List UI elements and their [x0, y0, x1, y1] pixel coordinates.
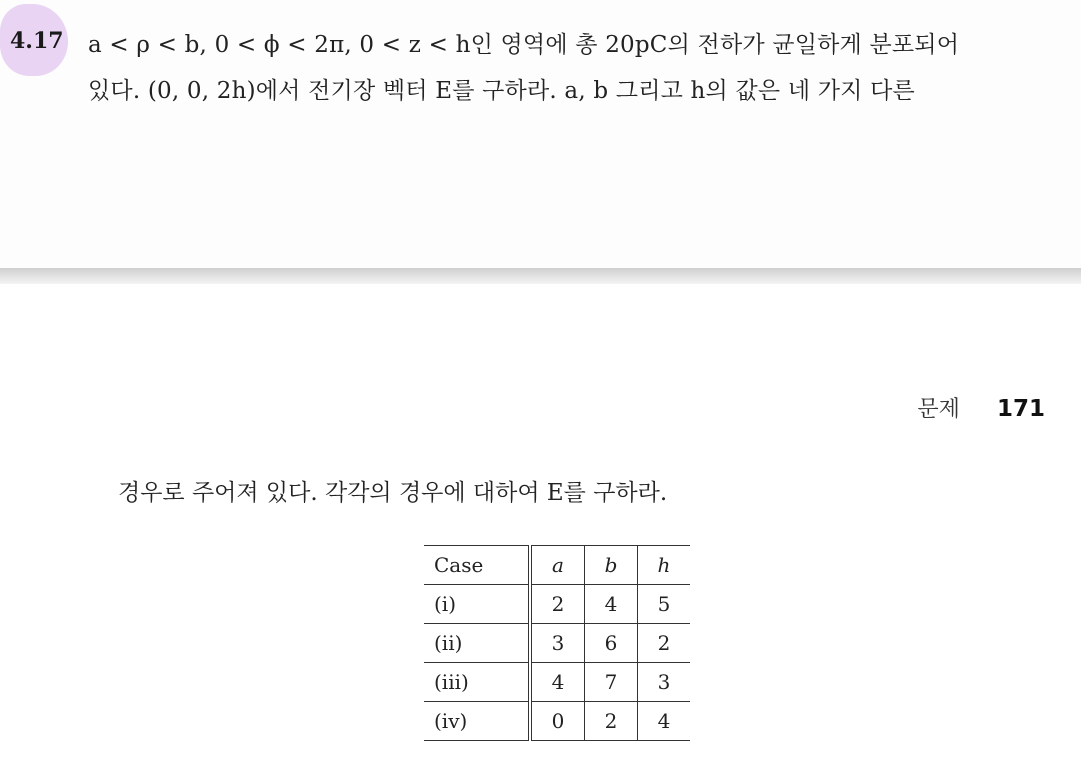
cell-b: 6 — [585, 624, 638, 663]
page-divider — [0, 268, 1081, 284]
page-header — [917, 392, 1045, 423]
cell-case: (i) — [424, 585, 530, 624]
problem-number: 4.17 — [10, 28, 64, 54]
cell-a: 4 — [530, 663, 585, 702]
cell-a: 0 — [530, 702, 585, 741]
problem-continuation-text: 경우로 주어져 있다. 각각의 경우에 대하여 E를 구하라. — [118, 480, 668, 506]
header-a: a — [530, 546, 585, 585]
header-case: Case — [424, 546, 530, 585]
cell-case: (iii) — [424, 663, 530, 702]
problem-text-line-2: 있다. (0, 0, 2h)에서 전기장 벡터 E를 구하라. a, b 그리고 h의 값은 네 가지 다른 — [88, 78, 915, 104]
cell-b: 4 — [585, 585, 638, 624]
previous-page — [0, 0, 1081, 268]
cell-a: 2 — [530, 585, 585, 624]
cell-case: (iv) — [424, 702, 530, 741]
next-page — [0, 284, 1081, 784]
header-h: h — [638, 546, 691, 585]
cell-b: 7 — [585, 663, 638, 702]
table-header-row — [424, 546, 690, 585]
table-row — [424, 663, 690, 702]
cell-case: (ii) — [424, 624, 530, 663]
cell-b: 2 — [585, 702, 638, 741]
page-number: 171 — [996, 396, 1045, 422]
table-row — [424, 702, 690, 741]
cell-a: 3 — [530, 624, 585, 663]
cases-table — [424, 545, 690, 741]
cell-h: 3 — [638, 663, 691, 702]
header-b: b — [585, 546, 638, 585]
table-row — [424, 585, 690, 624]
cell-h: 5 — [638, 585, 691, 624]
problem-text-line-1: a < ρ < b, 0 < ϕ < 2π, 0 < z < h인 영역에 총 20pC의 전하가 균일하게 분포되어 — [88, 32, 960, 58]
page-header-label: 문제 — [917, 397, 960, 422]
table-row — [424, 624, 690, 663]
cell-h: 4 — [638, 702, 691, 741]
cell-h: 2 — [638, 624, 691, 663]
